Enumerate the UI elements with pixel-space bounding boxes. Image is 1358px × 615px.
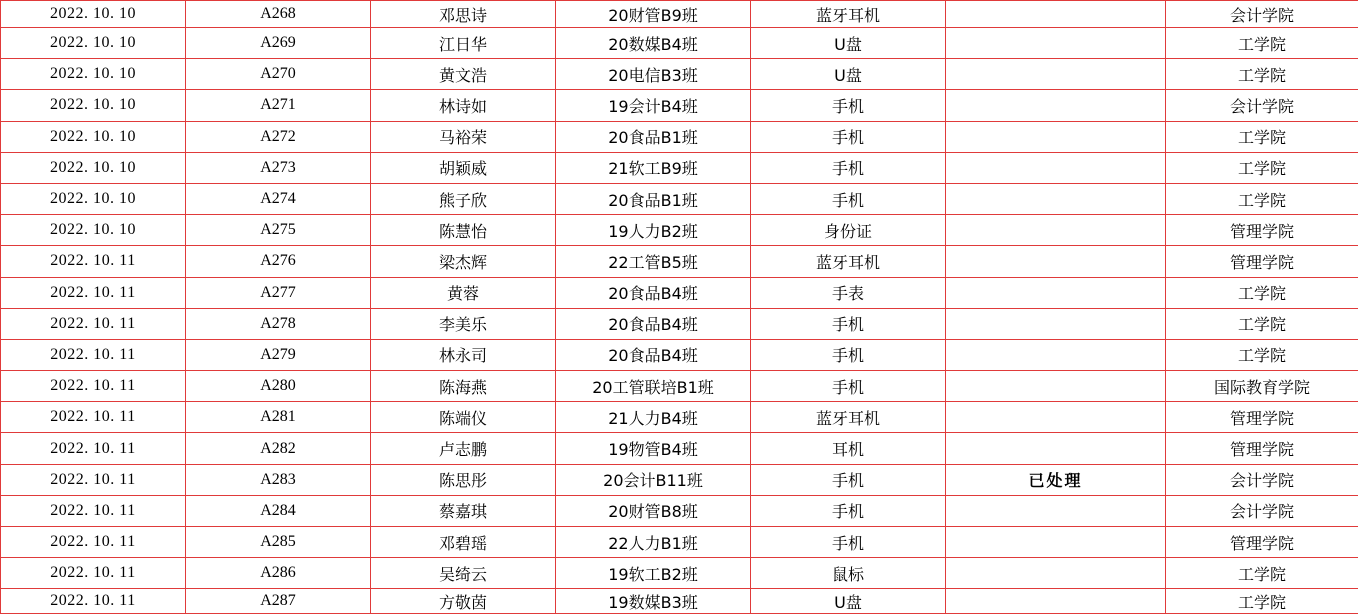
table-row[interactable] <box>1 152 1358 183</box>
cell-class[interactable]: 19物管B4班 <box>556 433 751 464</box>
cell-status[interactable] <box>946 371 1166 402</box>
table-row[interactable] <box>1 339 1358 370</box>
cell-college[interactable]: 工学院 <box>1166 339 1358 370</box>
cell-id[interactable]: A277 <box>186 277 371 308</box>
cell-id[interactable]: A273 <box>186 152 371 183</box>
cell-college[interactable]: 管理学院 <box>1166 433 1358 464</box>
cell-name[interactable]: 熊子欣 <box>371 183 556 214</box>
table-row[interactable] <box>1 308 1358 339</box>
cell-date[interactable]: 2022. 10. 10 <box>1 152 186 183</box>
table-row[interactable] <box>1 246 1358 277</box>
cell-name[interactable]: 邓思诗 <box>371 1 556 28</box>
cell-item[interactable]: 鼠标 <box>751 558 946 589</box>
cell-item[interactable]: 蓝牙耳机 <box>751 1 946 28</box>
cell-class[interactable]: 22人力B1班 <box>556 527 751 558</box>
cell-id[interactable]: A272 <box>186 121 371 152</box>
cell-id[interactable]: A284 <box>186 495 371 526</box>
cell-name[interactable]: 李美乐 <box>371 308 556 339</box>
cell-date[interactable]: 2022. 10. 11 <box>1 277 186 308</box>
cell-college[interactable]: 国际教育学院 <box>1166 371 1358 402</box>
cell-class[interactable]: 20财管B8班 <box>556 495 751 526</box>
cell-name[interactable]: 方敬茵 <box>371 589 556 614</box>
cell-id[interactable]: A286 <box>186 558 371 589</box>
cell-item[interactable]: 手机 <box>751 308 946 339</box>
cell-item[interactable]: 身份证 <box>751 215 946 246</box>
cell-class[interactable]: 20食品B4班 <box>556 277 751 308</box>
cell-item[interactable]: U盘 <box>751 589 946 614</box>
cell-name[interactable]: 黄蓉 <box>371 277 556 308</box>
cell-class[interactable]: 20会计B11班 <box>556 464 751 495</box>
cell-name[interactable]: 卢志鹏 <box>371 433 556 464</box>
cell-name[interactable]: 梁杰辉 <box>371 246 556 277</box>
cell-status[interactable] <box>946 28 1166 59</box>
cell-class[interactable]: 20食品B1班 <box>556 183 751 214</box>
table-row[interactable] <box>1 589 1358 614</box>
cell-status[interactable]: 已处理 <box>946 464 1166 495</box>
cell-date[interactable]: 2022. 10. 11 <box>1 402 186 433</box>
cell-date[interactable]: 2022. 10. 11 <box>1 464 186 495</box>
cell-status[interactable] <box>946 558 1166 589</box>
cell-name[interactable]: 马裕荣 <box>371 121 556 152</box>
cell-class[interactable]: 20食品B4班 <box>556 308 751 339</box>
cell-college[interactable]: 工学院 <box>1166 59 1358 90</box>
cell-status[interactable] <box>946 121 1166 152</box>
cell-class[interactable]: 20数媒B4班 <box>556 28 751 59</box>
cell-class[interactable]: 19会计B4班 <box>556 90 751 121</box>
cell-college[interactable]: 会计学院 <box>1166 1 1358 28</box>
cell-class[interactable]: 21软工B9班 <box>556 152 751 183</box>
cell-id[interactable]: A283 <box>186 464 371 495</box>
cell-name[interactable]: 江日华 <box>371 28 556 59</box>
cell-item[interactable]: 蓝牙耳机 <box>751 246 946 277</box>
cell-id[interactable]: A275 <box>186 215 371 246</box>
cell-status[interactable] <box>946 495 1166 526</box>
cell-item[interactable]: 蓝牙耳机 <box>751 402 946 433</box>
cell-item[interactable]: 手机 <box>751 495 946 526</box>
cell-name[interactable]: 蔡嘉琪 <box>371 495 556 526</box>
cell-date[interactable]: 2022. 10. 11 <box>1 433 186 464</box>
cell-item[interactable]: 手机 <box>751 527 946 558</box>
cell-class[interactable]: 20食品B4班 <box>556 339 751 370</box>
cell-status[interactable] <box>946 402 1166 433</box>
cell-date[interactable]: 2022. 10. 10 <box>1 90 186 121</box>
cell-college[interactable]: 工学院 <box>1166 308 1358 339</box>
cell-id[interactable]: A279 <box>186 339 371 370</box>
cell-name[interactable]: 林诗如 <box>371 90 556 121</box>
cell-id[interactable]: A269 <box>186 28 371 59</box>
cell-id[interactable]: A278 <box>186 308 371 339</box>
table-row[interactable] <box>1 215 1358 246</box>
table-row[interactable] <box>1 1 1358 28</box>
cell-college[interactable]: 会计学院 <box>1166 90 1358 121</box>
table-row[interactable] <box>1 183 1358 214</box>
cell-id[interactable]: A274 <box>186 183 371 214</box>
cell-item[interactable]: 手机 <box>751 152 946 183</box>
cell-name[interactable]: 陈慧怡 <box>371 215 556 246</box>
cell-class[interactable]: 21人力B4班 <box>556 402 751 433</box>
cell-date[interactable]: 2022. 10. 11 <box>1 527 186 558</box>
cell-status[interactable] <box>946 589 1166 614</box>
table-row[interactable] <box>1 277 1358 308</box>
cell-class[interactable]: 20工管联培B1班 <box>556 371 751 402</box>
cell-status[interactable] <box>946 527 1166 558</box>
table-row[interactable] <box>1 558 1358 589</box>
cell-college[interactable]: 会计学院 <box>1166 495 1358 526</box>
cell-date[interactable]: 2022. 10. 11 <box>1 308 186 339</box>
cell-id[interactable]: A276 <box>186 246 371 277</box>
cell-id[interactable]: A268 <box>186 1 371 28</box>
cell-name[interactable]: 黄文浩 <box>371 59 556 90</box>
cell-id[interactable]: A285 <box>186 527 371 558</box>
cell-id[interactable]: A270 <box>186 59 371 90</box>
cell-class[interactable]: 19数媒B3班 <box>556 589 751 614</box>
cell-id[interactable]: A271 <box>186 90 371 121</box>
cell-item[interactable]: 手机 <box>751 464 946 495</box>
cell-class[interactable]: 19软工B2班 <box>556 558 751 589</box>
cell-college[interactable]: 管理学院 <box>1166 246 1358 277</box>
cell-status[interactable] <box>946 215 1166 246</box>
cell-status[interactable] <box>946 246 1166 277</box>
cell-item[interactable]: U盘 <box>751 59 946 90</box>
cell-status[interactable] <box>946 433 1166 464</box>
table-row[interactable] <box>1 402 1358 433</box>
cell-name[interactable]: 陈端仪 <box>371 402 556 433</box>
cell-date[interactable]: 2022. 10. 11 <box>1 246 186 277</box>
cell-college[interactable]: 工学院 <box>1166 28 1358 59</box>
cell-id[interactable]: A282 <box>186 433 371 464</box>
table-row[interactable] <box>1 59 1358 90</box>
cell-date[interactable]: 2022. 10. 11 <box>1 589 186 614</box>
cell-item[interactable]: 手机 <box>751 121 946 152</box>
cell-class[interactable]: 19人力B2班 <box>556 215 751 246</box>
cell-college[interactable]: 工学院 <box>1166 152 1358 183</box>
cell-college[interactable]: 管理学院 <box>1166 402 1358 433</box>
cell-college[interactable]: 管理学院 <box>1166 215 1358 246</box>
cell-name[interactable]: 胡颖威 <box>371 152 556 183</box>
cell-item[interactable]: 手机 <box>751 183 946 214</box>
cell-name[interactable]: 邓碧瑶 <box>371 527 556 558</box>
cell-status[interactable] <box>946 152 1166 183</box>
cell-date[interactable]: 2022. 10. 10 <box>1 1 186 28</box>
cell-college[interactable]: 工学院 <box>1166 183 1358 214</box>
cell-college[interactable]: 会计学院 <box>1166 464 1358 495</box>
cell-status[interactable] <box>946 308 1166 339</box>
cell-date[interactable]: 2022. 10. 11 <box>1 371 186 402</box>
table-row[interactable] <box>1 28 1358 59</box>
cell-college[interactable]: 工学院 <box>1166 589 1358 614</box>
cell-college[interactable]: 工学院 <box>1166 121 1358 152</box>
cell-id[interactable]: A281 <box>186 402 371 433</box>
cell-date[interactable]: 2022. 10. 10 <box>1 59 186 90</box>
cell-item[interactable]: 手机 <box>751 90 946 121</box>
table-row[interactable] <box>1 464 1358 495</box>
cell-college[interactable]: 工学院 <box>1166 558 1358 589</box>
cell-date[interactable]: 2022. 10. 10 <box>1 28 186 59</box>
cell-status[interactable] <box>946 277 1166 308</box>
cell-date[interactable]: 2022. 10. 11 <box>1 339 186 370</box>
cell-name[interactable]: 陈思彤 <box>371 464 556 495</box>
cell-status[interactable] <box>946 183 1166 214</box>
cell-id[interactable]: A280 <box>186 371 371 402</box>
cell-status[interactable] <box>946 1 1166 28</box>
cell-name[interactable]: 林永司 <box>371 339 556 370</box>
cell-class[interactable]: 20财管B9班 <box>556 1 751 28</box>
cell-item[interactable]: 耳机 <box>751 433 946 464</box>
table-row[interactable] <box>1 121 1358 152</box>
cell-item[interactable]: 手表 <box>751 277 946 308</box>
cell-college[interactable]: 管理学院 <box>1166 527 1358 558</box>
table-row[interactable] <box>1 527 1358 558</box>
cell-name[interactable]: 陈海燕 <box>371 371 556 402</box>
cell-id[interactable]: A287 <box>186 589 371 614</box>
cell-date[interactable]: 2022. 10. 10 <box>1 121 186 152</box>
cell-item[interactable]: 手机 <box>751 371 946 402</box>
cell-status[interactable] <box>946 90 1166 121</box>
cell-name[interactable]: 吴绮云 <box>371 558 556 589</box>
cell-date[interactable]: 2022. 10. 10 <box>1 183 186 214</box>
cell-class[interactable]: 20电信B3班 <box>556 59 751 90</box>
table-row[interactable] <box>1 495 1358 526</box>
cell-class[interactable]: 20食品B1班 <box>556 121 751 152</box>
table-row[interactable] <box>1 371 1358 402</box>
table-row[interactable] <box>1 433 1358 464</box>
cell-date[interactable]: 2022. 10. 11 <box>1 495 186 526</box>
cell-item[interactable]: U盘 <box>751 28 946 59</box>
cell-class[interactable]: 22工管B5班 <box>556 246 751 277</box>
cell-status[interactable] <box>946 59 1166 90</box>
cell-date[interactable]: 2022. 10. 11 <box>1 558 186 589</box>
cell-date[interactable]: 2022. 10. 10 <box>1 215 186 246</box>
cell-status[interactable] <box>946 339 1166 370</box>
cell-item[interactable]: 手机 <box>751 339 946 370</box>
cell-college[interactable]: 工学院 <box>1166 277 1358 308</box>
table-row[interactable] <box>1 90 1358 121</box>
